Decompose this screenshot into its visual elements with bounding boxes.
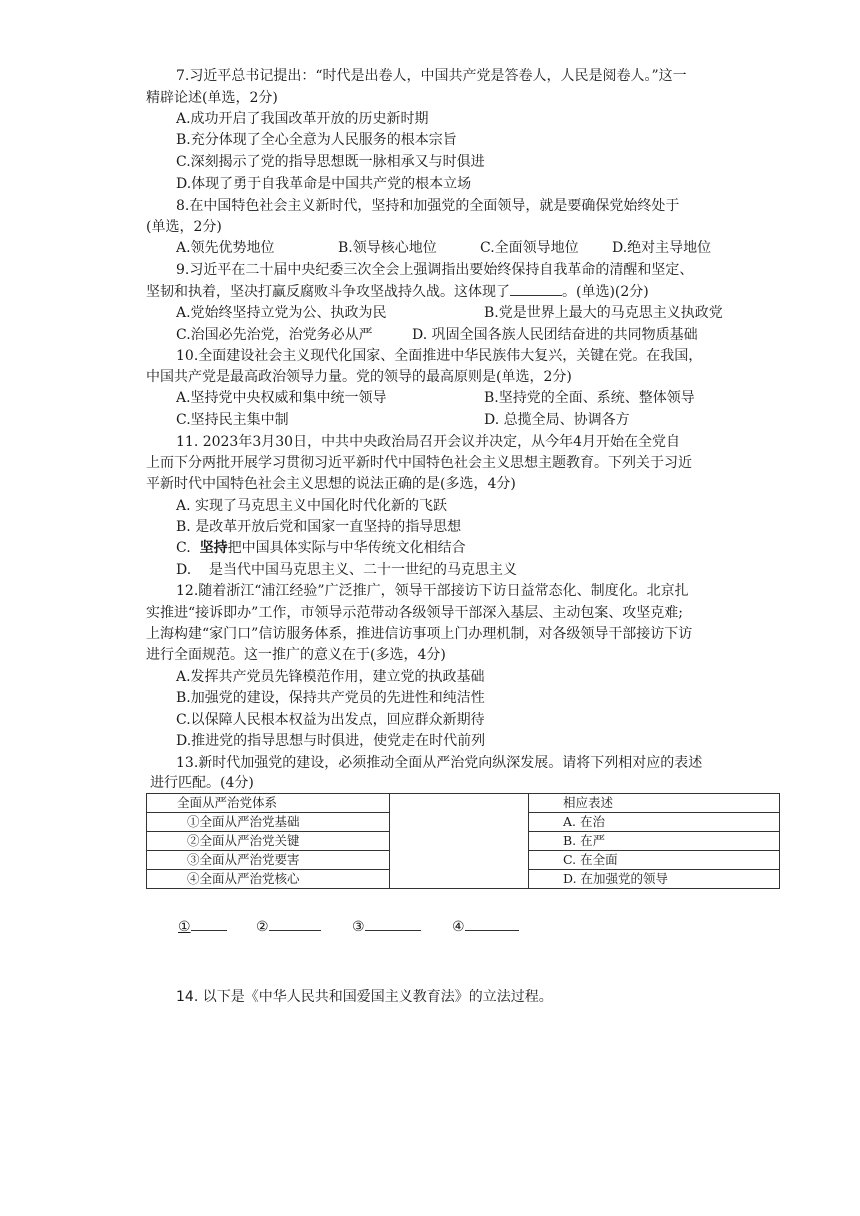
blank-underline bbox=[465, 916, 519, 931]
q14-stem: 14. 以下是《中华人民共和国爱国主义教育法》的立法过程。 bbox=[176, 989, 553, 1005]
q12-option-d: D.推进党的指导思想与时俱进，使党走在时代前列 bbox=[176, 733, 486, 749]
q7-option-a: A.成功开启了我国改革开放的历史新时期 bbox=[176, 111, 429, 127]
blank-label: ③ bbox=[352, 919, 365, 935]
q11-stem-line1: 11. 2023年3月30日，中共中央政治局召开会议并决定，从今年4月开始在全党自 bbox=[176, 434, 680, 450]
q8-stem-line1: 8.在中国特色社会主义新时代，坚持和加强党的全面领导，就是要确保党始终处于 bbox=[176, 198, 680, 214]
table-left-cell: ①全面从严治党基础 bbox=[147, 813, 390, 832]
q11-option-b: B. 是改革开放后党和国家一直坚持的指导思想 bbox=[176, 519, 462, 535]
blank-label: ④ bbox=[452, 919, 465, 935]
q12-option-a: A.发挥共产党员先锋模范作用，建立党的执政基础 bbox=[176, 669, 485, 685]
table-right-cell: D. 在加强党的领导 bbox=[529, 870, 780, 889]
q7-option-c: C.深刻揭示了党的指导思想既一脉相承又与时俱进 bbox=[176, 154, 485, 170]
q9-option-c: C.治国必先治党，治党务必从严 bbox=[176, 327, 373, 343]
q11-stem-line3: 平新时代中国特色社会主义思想的说法正确的是(多选，4分) bbox=[146, 476, 516, 492]
q11-stem-line2: 上而下分两批开展学习贯彻习近平新时代中国特色社会主义思想主题教育。下列关于习近 bbox=[146, 455, 692, 471]
q10-stem-line2: 中国共产党是最高政治领导力量。党的领导的最高原则是(单选，2分) bbox=[146, 369, 572, 385]
blank-underline bbox=[269, 916, 321, 931]
q7-option-d: D.体现了勇于自我革命是中国共产党的根本立场 bbox=[176, 176, 472, 192]
q11-option-c-prefix: C. bbox=[176, 540, 200, 556]
q11-option-d: D. 是当代中国马克思主义、二十一世纪的马克思主义 bbox=[176, 562, 517, 578]
blank-label: ① bbox=[178, 919, 191, 935]
q10-option-c: C.坚持民主集中制 bbox=[176, 412, 289, 428]
q13-blank-1[interactable] bbox=[178, 916, 227, 935]
q8-option-b: B.领导核心地位 bbox=[338, 240, 437, 256]
q9-stem-suffix: 。(单选)(2分) bbox=[562, 284, 649, 300]
q9-option-d: D. 巩固全国各族人民团结奋进的共同物质基础 bbox=[412, 327, 698, 343]
q9-option-a: A.党始终坚持立党为公、执政为民 bbox=[176, 305, 387, 321]
q13-stem-line1: 13.新时代加强党的建设，必须推动全面从严治党向纵深发展。请将下列相对应的表述 bbox=[176, 755, 703, 771]
table-left-cell: ③全面从严治党要害 bbox=[147, 851, 390, 870]
q8-option-c: C.全面领导地位 bbox=[480, 240, 579, 256]
q9-answer-blank bbox=[510, 281, 562, 296]
q12-stem-line3: 上海构建“家门口”信访服务体系，推进信访事项上门办理机制，对各级领导干部接访下访 bbox=[146, 626, 693, 642]
table-row bbox=[147, 794, 780, 813]
q11-option-c-bold: 坚持 bbox=[199, 540, 228, 556]
q11-option-c bbox=[176, 538, 466, 558]
q12-option-b: B.加强党的建设，保持共产党员的先进性和纯洁性 bbox=[176, 690, 485, 706]
q10-option-a: A.坚持党中央权威和集中统一领导 bbox=[176, 390, 387, 406]
q7-stem-line1: 7.习近平总书记提出：“时代是出卷人，中国共产党是答卷人，人民是阅卷人。”这一 bbox=[176, 68, 687, 84]
q9-option-b: B.党是世界上最大的马克思主义执政党 bbox=[484, 305, 723, 321]
table-left-cell: ④全面从严治党核心 bbox=[147, 870, 390, 889]
table-right-header: 相应表述 bbox=[529, 794, 780, 813]
q10-option-d: D. 总揽全局、协调各方 bbox=[484, 412, 630, 428]
table-left-header: 全面从严治党体系 bbox=[147, 794, 390, 813]
q11-option-a: A. 实现了马克思主义中国化时代化新的飞跃 bbox=[176, 498, 448, 514]
q9-stem-line2 bbox=[146, 281, 649, 302]
table-blank-column bbox=[390, 794, 529, 889]
table-right-cell: A. 在治 bbox=[529, 813, 780, 832]
q13-matching-table bbox=[146, 793, 780, 889]
q11-option-c-rest: 把中国具体实际与中华传统文化相结合 bbox=[227, 540, 466, 556]
q8-stem-line2: (单选，2分) bbox=[146, 219, 222, 235]
q12-stem-line1: 12.随着浙江“浦江经验”广泛推广，领导干部接访下访日益常态化、制度化。北京扎 bbox=[176, 583, 689, 599]
q13-blank-3[interactable] bbox=[352, 916, 421, 935]
blank-underline bbox=[365, 916, 421, 931]
q13-blank-2[interactable] bbox=[256, 916, 321, 935]
q8-option-a: A.领先优势地位 bbox=[176, 240, 275, 256]
q8-option-d: D.绝对主导地位 bbox=[612, 240, 712, 256]
table-right-cell: B. 在严 bbox=[529, 832, 780, 851]
q13-stem-line2: 进行匹配。(4分) bbox=[150, 775, 254, 791]
q9-stem-text: 坚韧和执着，坚决打赢反腐败斗争攻坚战持久战。这体现了 bbox=[146, 284, 510, 300]
table-left-cell: ②全面从严治党关键 bbox=[147, 832, 390, 851]
q12-option-c: C.以保障人民根本权益为出发点，回应群众新期待 bbox=[176, 712, 485, 728]
q9-stem-line1: 9.习近平在二十届中央纪委三次全会上强调指出要始终保持自我革命的清醒和坚定、 bbox=[176, 262, 694, 278]
blank-underline bbox=[191, 916, 227, 931]
q7-stem-line2: 精辟论述(单选，2分) bbox=[146, 90, 278, 106]
table-right-cell: C. 在全面 bbox=[529, 851, 780, 870]
q10-stem-line1: 10.全面建设社会主义现代化国家、全面推进中华民族伟大复兴，关键在党。在我国， bbox=[176, 348, 703, 364]
q12-stem-line4: 进行全面规范。这一推广的意义在于(多选，4分) bbox=[146, 647, 446, 663]
q12-stem-line2: 实推进“接诉即办”工作，市领导示范带动各级领导干部深入基层、主动包案、攻坚克难; bbox=[146, 605, 684, 621]
blank-label: ② bbox=[256, 919, 269, 935]
q7-option-b: B.充分体现了全心全意为人民服务的根本宗旨 bbox=[176, 132, 457, 148]
q13-blank-4[interactable] bbox=[452, 916, 519, 935]
q10-option-b: B.坚持党的全面、系统、整体领导 bbox=[484, 390, 695, 406]
